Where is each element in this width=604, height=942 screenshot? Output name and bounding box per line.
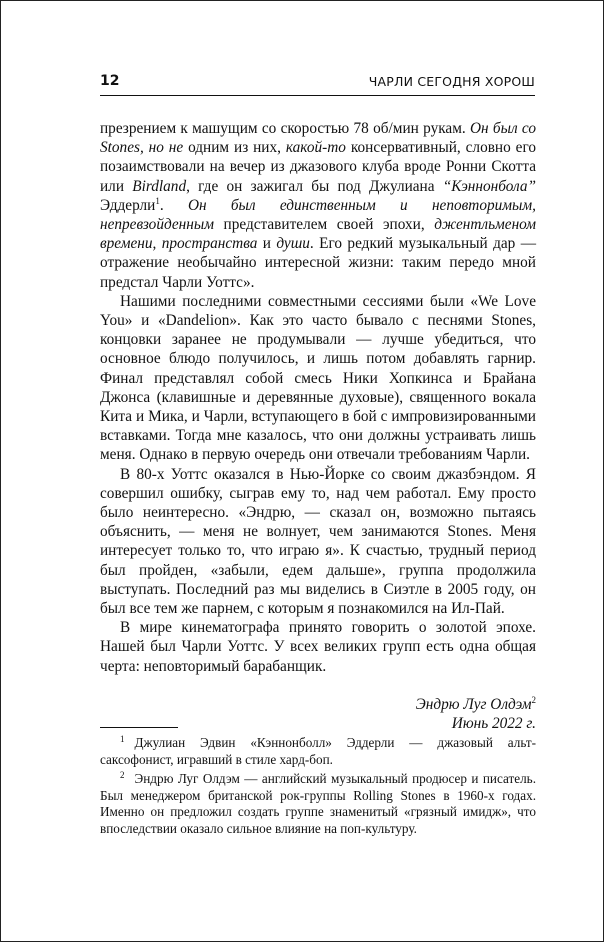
footnote-ref-1: 1 xyxy=(155,195,160,206)
signature-date: Июнь 2022 г. xyxy=(451,715,536,733)
footnote-ref-2: 2 xyxy=(531,694,536,705)
paragraph-4: В мире кинематографа принято говорить о золотой эпохе. Нашей был Чарли Уоттс. У всех великих групп есть одна общая черта: неповторимый барабанщик. xyxy=(100,619,536,675)
footnote-text: Джулиан Эдвин «Кэннонболл» Эддерли — джазовый альт-саксофонист, игравший в стиле хард-боп. xyxy=(100,735,536,767)
text-run: одним из них, xyxy=(183,139,286,157)
signature-author: Эндрю Луг Олдэм$^2$ xyxy=(415,694,536,713)
text-run: и xyxy=(257,235,277,253)
text-run: презрением к машущим со скоростью 78 об/мин рукам. xyxy=(100,120,470,137)
footnote-1 xyxy=(100,735,536,768)
italic-run: Он был единственным и неповторимым, непревзойденным xyxy=(100,196,536,234)
footnote-divider xyxy=(100,727,178,728)
text-run: представителем своей эпохи, xyxy=(213,216,435,234)
main-text xyxy=(100,119,536,733)
italic-run: Birdland xyxy=(132,177,187,195)
italic-run: души xyxy=(276,235,310,253)
text-run: , где он зажигал бы под Джулиана xyxy=(186,177,443,195)
footnote-2 xyxy=(100,771,536,837)
italic-run: Он был со Stones, но не xyxy=(100,120,536,157)
running-title: ЧАРЛИ СЕГОДНЯ ХОРОШ xyxy=(368,74,535,89)
paragraph-1 xyxy=(100,119,536,292)
italic-run: “Кэннонбола” xyxy=(442,177,536,195)
page-number: 12 xyxy=(100,73,120,89)
footnote-number: 2 xyxy=(120,769,125,780)
text-run: . Его редкий музыкальный дар — отражение необычайно интересной жизни: таким передо мной предстал Чарли Уоттс». xyxy=(100,235,536,291)
text-run: . xyxy=(159,196,188,214)
footnotes xyxy=(100,735,536,840)
paragraph-3: В 80-х Уоттс оказался в Нью-Йорке со своим джазбэндом. Я совершил ошибку, сыграв ему то, над чем работал. Ему просто было неинтересно. «Эндрю, — сказал он, возможно пытаясь объяснить, — меня не волнует, чем занимаются Stones. Меня интересует только то, что играю я». К счастью, трудный период был пройден, «забыли, едем дальше», группа продолжила выступать. Последний раз мы виделись в Сиэтле в 2005 году, он был все тем же парнем, с которым я познакомился на Ил-Пай. xyxy=(100,465,536,618)
page-header xyxy=(100,73,535,96)
italic-run: какой-то xyxy=(285,139,346,157)
text-run: Эддерли xyxy=(100,196,156,214)
footnote-number: 1 xyxy=(120,733,125,744)
footnote-text: Эндрю Луг Олдэм — английский музыкальный продюсер и писатель. Был менеджером британской рок-группы Rolling Stones в 1960-х годах. Именно он предложил создать группе знаменитый «грязный имидж», что впоследствии оказало сильное влияние на поп-культуру. xyxy=(100,771,536,836)
italic-run: джентльменом времени, пространства xyxy=(100,216,536,253)
paragraph-2: Нашими последними совместными сессиями были «We Love You» и «Dandelion». Как это часто бывало с песнями Stones, концовки заранее не продумывали — лучше убедиться, что основное блюдо получилось, и лишь потом добавлять гарнир. Финал представлял собой смесь Ники Хопкинса и Брайана Джонса (клавишные и деревянные духовые), священного вокала Кита и Мика, и Чарли, вступающего в бой с импровизированными вставками. Тогда мне казалось, что они должны устраивать лишь меня. Однако в первую очередь они отвечали требованиям Чарли. xyxy=(100,292,536,464)
text-run: консервативный, словно его позаимствовали на вечер из джазового клуба вроде Ронни Скотта или xyxy=(100,139,536,195)
